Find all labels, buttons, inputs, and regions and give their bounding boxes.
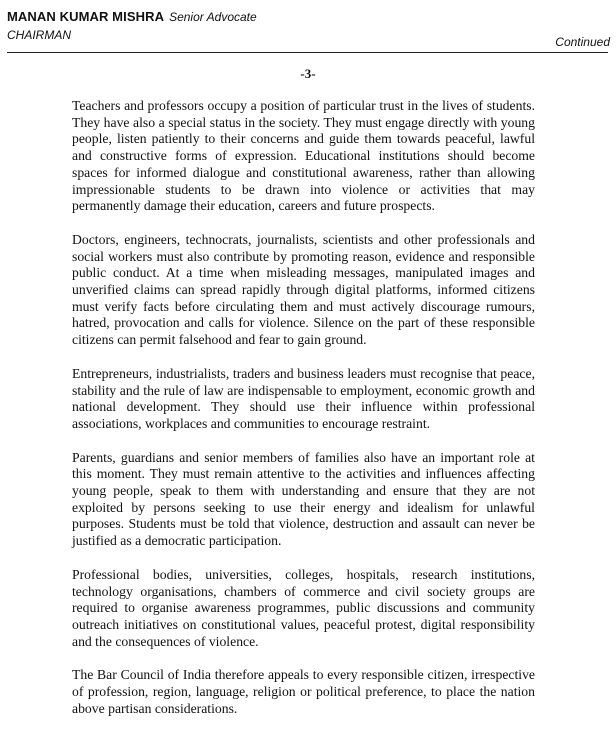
- header-divider: [7, 52, 608, 53]
- signatory-role: CHAIRMAN: [7, 28, 72, 42]
- paragraph-parents: Parents, guardians and senior members of families also have an important role at this moment. They must remain attentive to the activities and influences affecting young people, speak to them with understanding and ensure that they are not exploited by persons seeking to use their energy and idealism for unlawful purposes. Students must be told that violence, destruction and assault can never be justified as a democratic participation.: [72, 449, 535, 549]
- paragraph-appeal: The Bar Council of India therefore appeals to every responsible citizen, irrespective of profession, region, language, religion or political preference, to place the nation above partisan considerations.: [72, 667, 535, 716]
- page-number: -3-: [300, 66, 316, 81]
- signatory-designation: Senior Advocate: [169, 10, 257, 24]
- continued-label: Continued: [555, 35, 610, 49]
- paragraph-teachers: Teachers and professors occupy a position of particular trust in the lives of students. They have also a special status in the society. They must engage directly with young people, listen patiently to their concerns and guide them towards peaceful, lawful and constructive forms of expression. Educational institutions should become spaces for informed dialogue and constitutional awareness, rather than allowing impressionable students to be drawn into violence or activities that may permanently damage their education, careers and future prospects.: [72, 98, 535, 214]
- signatory-name: MANAN KUMAR MISHRA: [7, 9, 165, 24]
- letterhead-name-line: [7, 9, 607, 25]
- letter-body: [72, 98, 535, 735]
- paragraph-professionals: Doctors, engineers, technocrats, journalists, scientists and other professionals and social workers must also contribute by promoting reason, evidence and responsible public conduct. At a time when misleading messages, manipulated images and unverified claims can spread rapidly through digital platforms, informed citizens must verify facts before circulating them and must actively discourage rumours, hatred, provocation and calls for violence. Silence on the part of these responsible citizens can permit falsehood and fear to gain ground.: [72, 231, 535, 348]
- letterhead: [7, 9, 607, 42]
- paragraph-professional-bodies: Professional bodies, universities, colleges, hospitals, research institutions, technology organisations, chambers of commerce and civil society groups are required to organise awareness programmes, public discussions and community outreach initiatives on constitutional values, peaceful protest, digital responsibility and the consequences of violence.: [72, 566, 535, 649]
- paragraph-business-leaders: Entrepreneurs, industrialists, traders and business leaders must recognise that peace, stability and the rule of law are indispensable to employment, economic growth and national development. They should use their influence within professional associations, workplaces and communities to encourage restraint.: [72, 365, 535, 431]
